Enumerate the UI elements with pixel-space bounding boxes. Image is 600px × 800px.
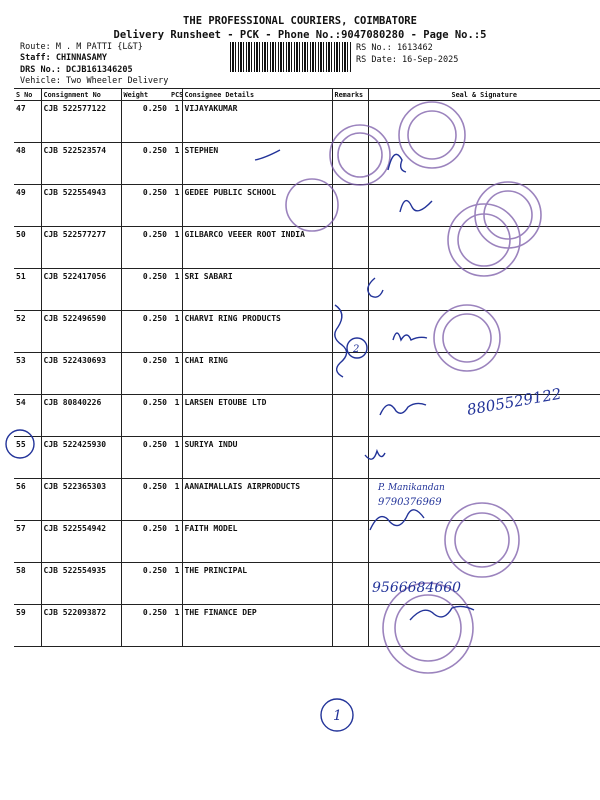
cell-pcs: 1 bbox=[169, 437, 182, 479]
cell-seal bbox=[368, 353, 600, 395]
handwritten-phone-3: 9566684660 bbox=[372, 580, 462, 596]
table-row bbox=[14, 353, 600, 395]
cell-seal bbox=[368, 101, 600, 143]
page-mark-circle bbox=[321, 699, 353, 731]
cell-pcs: 1 bbox=[169, 143, 182, 185]
cell-sno: 47 bbox=[14, 101, 41, 143]
cell-remarks bbox=[332, 143, 368, 185]
cell-sno: 54 bbox=[14, 395, 41, 437]
cell-consignment: CJB 522554942 bbox=[41, 521, 121, 563]
cell-remarks bbox=[332, 227, 368, 269]
cell-consignee: GEDEE PUBLIC SCHOOL bbox=[182, 185, 332, 227]
cell-seal bbox=[368, 185, 600, 227]
cell-remarks bbox=[332, 563, 368, 605]
cell-seal bbox=[368, 311, 600, 353]
col-seal: Seal & Signature bbox=[368, 89, 600, 101]
col-pcs: PCS bbox=[171, 90, 184, 99]
cell-weight: 0.250 bbox=[121, 269, 169, 311]
cell-consignee: STEPHEN bbox=[182, 143, 332, 185]
cell-pcs: 1 bbox=[169, 479, 182, 521]
cell-consignment: CJB 522093872 bbox=[41, 605, 121, 647]
table-row bbox=[14, 101, 600, 143]
cell-consignment: CJB 522577122 bbox=[41, 101, 121, 143]
route: Route: M . M PATTI {L&T} bbox=[20, 42, 143, 52]
cell-pcs: 1 bbox=[169, 353, 182, 395]
cell-consignment: CJB 522523574 bbox=[41, 143, 121, 185]
cell-weight: 0.250 bbox=[121, 479, 169, 521]
table-row bbox=[14, 479, 600, 521]
table-row bbox=[14, 563, 600, 605]
table-row bbox=[14, 521, 600, 563]
cell-sno: 59 bbox=[14, 605, 41, 647]
cell-consignee: CHAI RING bbox=[182, 353, 332, 395]
cell-remarks bbox=[332, 437, 368, 479]
table-row bbox=[14, 185, 600, 227]
col-remarks: Remarks bbox=[332, 89, 368, 101]
runsheet-table bbox=[14, 88, 600, 647]
cell-consignee: LARSEN ETOUBE LTD bbox=[182, 395, 332, 437]
cell-sno: 51 bbox=[14, 269, 41, 311]
cell-weight: 0.250 bbox=[121, 311, 169, 353]
cell-consignee: SURIYA INDU bbox=[182, 437, 332, 479]
cell-consignee: VIJAYAKUMAR bbox=[182, 101, 332, 143]
handwritten-name-1: P. Manikandan bbox=[378, 483, 445, 493]
cell-pcs: 1 bbox=[169, 563, 182, 605]
cell-sno: 48 bbox=[14, 143, 41, 185]
cell-consignee: SRI SABARI bbox=[182, 269, 332, 311]
handwritten-page-mark: 1 bbox=[333, 708, 342, 724]
cell-consignment: CJB 522554943 bbox=[41, 185, 121, 227]
cell-weight: 0.250 bbox=[121, 143, 169, 185]
cell-remarks bbox=[332, 269, 368, 311]
cell-seal bbox=[368, 521, 600, 563]
cell-sno: 53 bbox=[14, 353, 41, 395]
cell-remarks bbox=[332, 479, 368, 521]
cell-consignee: AANAIMALLAIS AIRPRODUCTS bbox=[182, 479, 332, 521]
col-consignment: Consignment No bbox=[41, 89, 121, 101]
cell-sno: 56 bbox=[14, 479, 41, 521]
cell-remarks bbox=[332, 101, 368, 143]
barcode bbox=[230, 42, 352, 72]
cell-remarks bbox=[332, 185, 368, 227]
cell-sno: 57 bbox=[14, 521, 41, 563]
cell-seal bbox=[368, 605, 600, 647]
cell-seal bbox=[368, 269, 600, 311]
cell-pcs: 1 bbox=[169, 227, 182, 269]
handwritten-circle-num: 2 bbox=[353, 344, 360, 355]
cell-consignment: CJB 522496590 bbox=[41, 311, 121, 353]
cell-pcs: 1 bbox=[169, 395, 182, 437]
staff: Staff: CHINNASAMY bbox=[20, 53, 107, 63]
cell-pcs: 1 bbox=[169, 521, 182, 563]
cell-seal bbox=[368, 143, 600, 185]
cell-seal bbox=[368, 395, 600, 437]
cell-pcs: 1 bbox=[169, 605, 182, 647]
cell-consignee: FAITH MODEL bbox=[182, 521, 332, 563]
cell-remarks bbox=[332, 395, 368, 437]
cell-weight: 0.250 bbox=[121, 395, 169, 437]
cell-consignment: CJB 522425930 bbox=[41, 437, 121, 479]
cell-weight: 0.250 bbox=[121, 521, 169, 563]
cell-weight: 0.250 bbox=[121, 437, 169, 479]
table-row bbox=[14, 437, 600, 479]
cell-seal bbox=[368, 437, 600, 479]
table-row bbox=[14, 395, 600, 437]
cell-weight: 0.250 bbox=[121, 101, 169, 143]
cell-remarks bbox=[332, 521, 368, 563]
page-title: THE PROFESSIONAL COURIERS, COIMBATORE bbox=[183, 15, 417, 27]
cell-consignee: THE PRINCIPAL bbox=[182, 563, 332, 605]
col-consignee: Consignee Details bbox=[182, 89, 332, 101]
cell-pcs: 1 bbox=[169, 101, 182, 143]
cell-consignment: CJB 522365303 bbox=[41, 479, 121, 521]
cell-remarks bbox=[332, 353, 368, 395]
cell-consignee: THE FINANCE DEP bbox=[182, 605, 332, 647]
cell-sno: 58 bbox=[14, 563, 41, 605]
table-header bbox=[14, 89, 600, 101]
cell-pcs: 1 bbox=[169, 185, 182, 227]
cell-sno: 55 bbox=[14, 437, 41, 479]
cell-consignee: CHARVI RING PRODUCTS bbox=[182, 311, 332, 353]
cell-weight: 0.250 bbox=[121, 185, 169, 227]
cell-weight: 0.250 bbox=[121, 227, 169, 269]
cell-pcs: 1 bbox=[169, 269, 182, 311]
table-row bbox=[14, 269, 600, 311]
page-subtitle: Delivery Runsheet - PCK - Phone No.:9047080280 - Page No.:5 bbox=[113, 29, 487, 41]
cell-sno: 49 bbox=[14, 185, 41, 227]
table-row bbox=[14, 143, 600, 185]
cell-remarks bbox=[332, 311, 368, 353]
handwritten-phone-2: 9790376969 bbox=[378, 497, 442, 508]
cell-consignee: GILBARCO VEEER ROOT INDIA bbox=[182, 227, 332, 269]
table-row bbox=[14, 227, 600, 269]
cell-weight: 0.250 bbox=[121, 563, 169, 605]
cell-sno: 52 bbox=[14, 311, 41, 353]
cell-seal bbox=[368, 479, 600, 521]
cell-consignment: CJB 522430693 bbox=[41, 353, 121, 395]
cell-seal bbox=[368, 227, 600, 269]
handwritten-phone-1: 8805529122 bbox=[465, 384, 563, 419]
col-weight: Weight bbox=[121, 89, 169, 101]
cell-weight: 0.250 bbox=[121, 605, 169, 647]
cell-pcs: 1 bbox=[169, 311, 182, 353]
rs-number: RS No.: 1613462 bbox=[356, 43, 433, 53]
rs-date: RS Date: 16-Sep-2025 bbox=[356, 55, 459, 65]
table-row bbox=[14, 311, 600, 353]
table-row bbox=[14, 605, 600, 647]
cell-sno: 50 bbox=[14, 227, 41, 269]
cell-seal bbox=[368, 563, 600, 605]
col-sno: S No bbox=[14, 89, 41, 101]
cell-consignment: CJB 522554935 bbox=[41, 563, 121, 605]
cell-consignment: CJB 522417056 bbox=[41, 269, 121, 311]
cell-remarks bbox=[332, 605, 368, 647]
vehicle: Vehicle: Two Wheeler Delivery bbox=[20, 76, 169, 86]
cell-consignment: CJB 80840226 bbox=[41, 395, 121, 437]
drs-number: DRS No.: DCJB161346205 bbox=[20, 65, 133, 75]
cell-weight: 0.250 bbox=[121, 353, 169, 395]
cell-consignment: CJB 522577277 bbox=[41, 227, 121, 269]
